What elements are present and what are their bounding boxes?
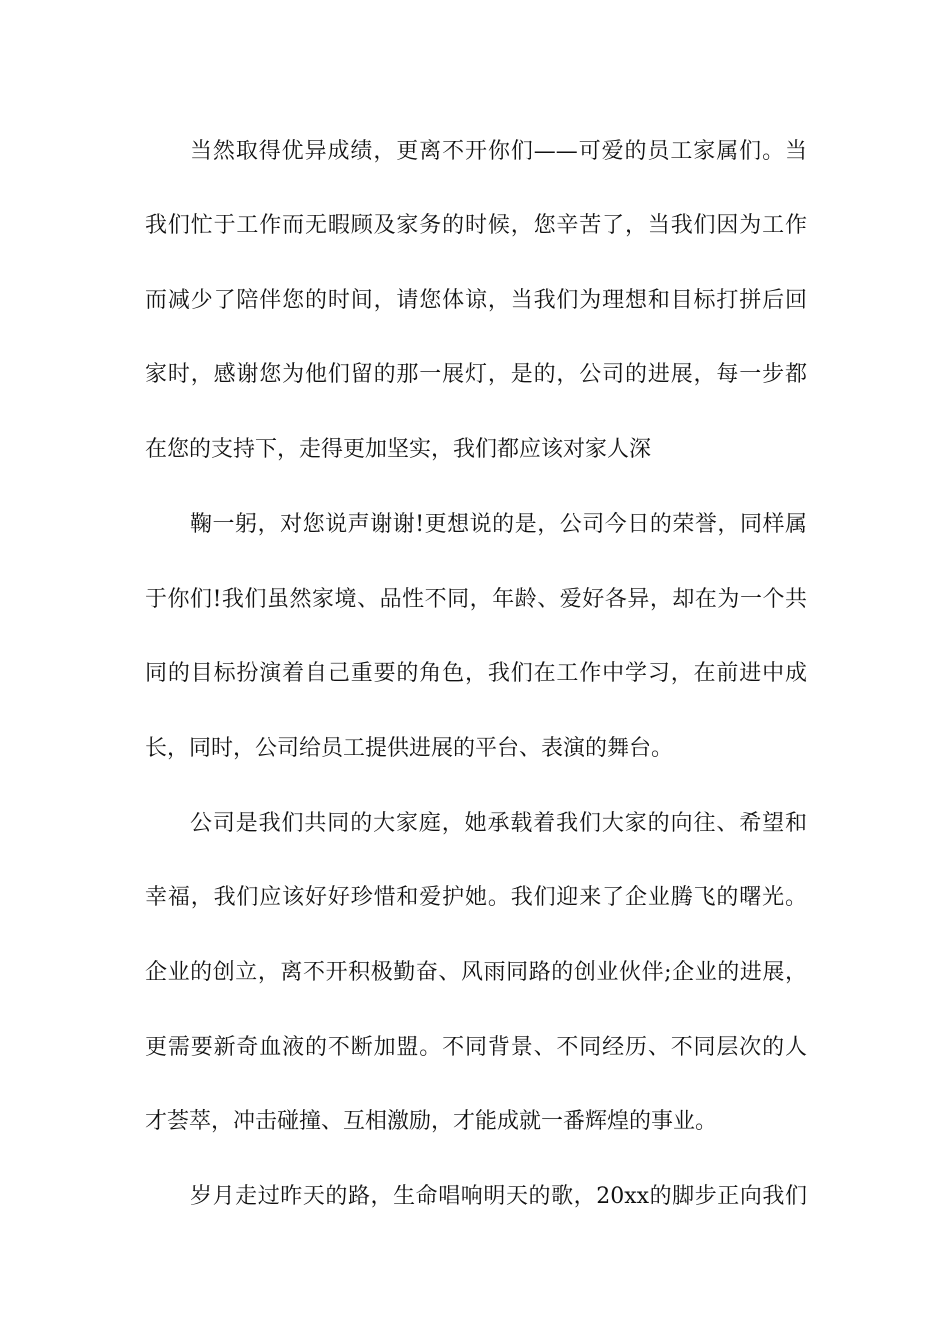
- paragraph-3-line-5: 才荟萃，冲击碰撞、互相激励，才能成就一番辉煌的事业。: [145, 1109, 718, 1134]
- paragraph-4-line-1: 岁月走过昨天的路，生命唱响明天的歌，20xx的脚步正向我们: [190, 1184, 807, 1209]
- paragraph-3-line-4: 更需要新奇血液的不断加盟。不同背景、不同经历、不同层次的人: [145, 1035, 807, 1060]
- paragraph-3-line-1: 公司是我们共同的大家庭，她承载着我们大家的向往、希望和: [190, 811, 807, 836]
- paragraph-3-line-3: 企业的创立，离不开积极勤奋、风雨同路的创业伙伴;企业的进展，: [145, 960, 807, 985]
- paragraph-1-line-1: 当然取得优异成绩，更离不开你们——可爱的员工家属们。当: [190, 139, 807, 164]
- paragraph-1-line-3: 而减少了陪伴您的时间，请您体谅，当我们为理想和目标打拼后回: [145, 288, 807, 313]
- paragraph-2-line-1: 鞠一躬，对您说声谢谢!更想说的是，公司今日的荣誉，同样属: [190, 512, 807, 537]
- paragraph-1-line-4: 家时，感谢您为他们留的那一展灯，是的，公司的进展，每一步都: [145, 362, 807, 387]
- paragraph-1-line-2: 我们忙于工作而无暇顾及家务的时候，您辛苦了，当我们因为工作: [145, 213, 807, 238]
- paragraph-3-line-2: 幸福，我们应该好好珍惜和爱护她。我们迎来了企业腾飞的曙光。: [145, 885, 807, 910]
- paragraph-2-line-3: 同的目标扮演着自己重要的角色，我们在工作中学习，在前进中成: [145, 661, 807, 686]
- paragraph-2-line-2: 于你们!我们虽然家境、品性不同，年龄、爱好各异，却在为一个共: [145, 587, 807, 612]
- paragraph-1-line-5: 在您的支持下，走得更加坚实，我们都应该对家人深: [145, 437, 652, 462]
- paragraph-2-line-4: 长，同时，公司给员工提供进展的平台、表演的舞台。: [145, 736, 674, 761]
